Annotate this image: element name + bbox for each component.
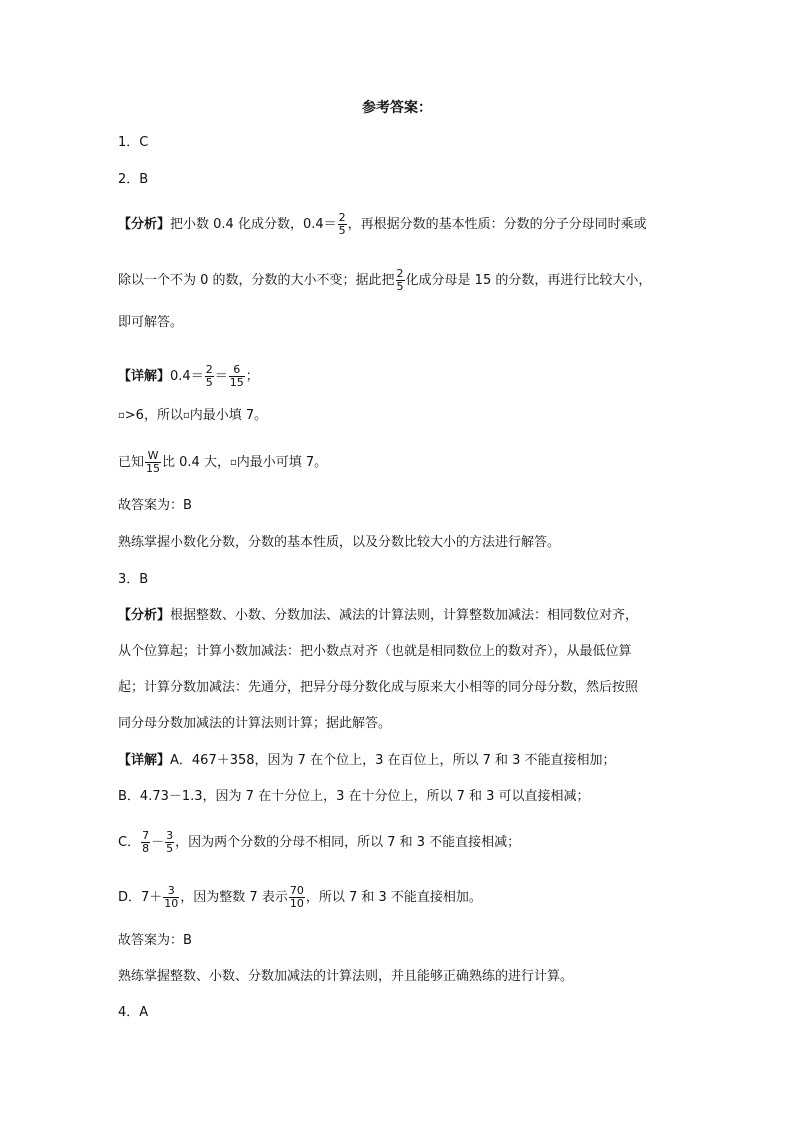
q3-detail-c [118, 830, 520, 855]
fraction [205, 364, 214, 389]
text: ，所以 7 和 3 不能直接相加。 [305, 889, 482, 905]
detail-tag: 【详解】 [118, 368, 171, 384]
q3-detail-b: B．4.73－1.3，因为 7 在十分位上，3 在十分位上，所以 7 和 3 可以直接相减； [118, 789, 590, 804]
q3-answer: 故答案为：B [118, 933, 192, 948]
fraction [145, 450, 161, 475]
numerator: W [147, 449, 159, 462]
denominator: 5 [205, 376, 213, 389]
q3-detail-a [118, 752, 616, 770]
text: 0.4＝ [170, 368, 204, 384]
text: 内最小可填 7。 [236, 454, 328, 470]
q3-summary: 熟练掌握整数、小数、分数加减法的计算法则，并且能够正确熟练的进行计算。 [118, 969, 574, 984]
denominator: 8 [142, 842, 150, 855]
analysis-tag: 【分析】 [118, 216, 171, 232]
fraction [163, 885, 179, 910]
analysis-tag: 【分析】 [118, 608, 171, 623]
numerator: 2 [205, 363, 213, 376]
text: ＝ [214, 368, 228, 384]
fraction [165, 830, 174, 855]
q2-detail [118, 364, 259, 389]
numerator: 7 [142, 829, 150, 842]
text: 内最小填 7。 [189, 408, 268, 423]
text: >6，所以 [124, 408, 183, 423]
fraction [229, 364, 245, 389]
text: ，因为整数 7 表示 [180, 889, 288, 905]
text: 根据整数、小数、分数加法、减法的计算法则，计算整数加减法：相同数位对齐， [170, 608, 639, 623]
text: C． [118, 834, 141, 850]
answer-1: 1．C [118, 135, 149, 150]
numerator: 3 [166, 829, 174, 842]
denominator: 15 [146, 462, 161, 475]
box-placeholder: ▫ [229, 456, 237, 468]
text: ，因为两个分数的分母不相同，所以 7 和 3 不能直接相减； [175, 834, 521, 850]
q2-analysis-line2 [118, 268, 651, 293]
answer-2: 2．B [118, 172, 149, 187]
q2-analysis-line1 [118, 212, 647, 237]
numerator: 70 [289, 884, 304, 897]
text: 化成分母是 15 的分数，再进行比较大小， [405, 272, 652, 288]
denominator: 10 [289, 897, 304, 910]
text: 已知 [118, 454, 145, 470]
denominator: 5 [166, 842, 174, 855]
q3-analysis-line1 [118, 607, 638, 625]
text: ，再根据分数的基本性质：分数的分子分母同时乘或 [347, 216, 647, 232]
numerator: 3 [167, 884, 175, 897]
answer-4: 4．A [118, 1005, 149, 1020]
denominator: 15 [229, 376, 244, 389]
q2-box-line [118, 407, 267, 425]
text: D．7＋ [118, 889, 163, 905]
numerator: 2 [396, 267, 404, 280]
q3-analysis-line4: 同分母分数加减法的计算法则计算；据此解答。 [118, 716, 392, 731]
numerator: 6 [233, 363, 241, 376]
text: 把小数 0.4 化成分数，0.4＝ [170, 216, 337, 232]
fraction [289, 885, 305, 910]
denominator: 5 [338, 224, 346, 237]
answer-3: 3．B [118, 572, 149, 587]
text: 比 0.4 大， [162, 454, 230, 470]
q2-known-line [118, 450, 327, 475]
box-placeholder: ▫ [182, 410, 190, 421]
detail-tag: 【详解】 [118, 753, 171, 768]
q3-analysis-line3: 起；计算分数加减法：先通分，把异分母分数化成与原来大小相等的同分母分数，然后按照 [118, 680, 639, 695]
text: ； [245, 368, 259, 384]
box-placeholder: ▫ [118, 410, 125, 421]
text: 除以一个不为 0 的数，分数的大小不变；据此把 [118, 272, 395, 288]
q3-detail-d [118, 885, 482, 910]
numerator: 2 [338, 211, 346, 224]
denominator: 5 [396, 280, 404, 293]
text: A．467＋358，因为 7 在个位上，3 在百位上，所以 7 和 3 不能直接相加； [170, 753, 616, 768]
q2-analysis-line3: 即可解答。 [118, 315, 184, 330]
fraction [338, 212, 347, 237]
text: － [151, 834, 165, 850]
fraction [396, 268, 405, 293]
fraction [141, 830, 150, 855]
q2-summary: 熟练掌握小数化分数，分数的基本性质，以及分数比较大小的方法进行解答。 [118, 535, 561, 550]
denominator: 10 [164, 897, 179, 910]
q3-analysis-line2: 从个位算起；计算小数加减法：把小数点对齐（也就是相同数位上的数对齐），从最低位算 [118, 644, 632, 659]
page-title: 参考答案： [362, 100, 432, 116]
q2-answer: 故答案为：B [118, 498, 192, 513]
